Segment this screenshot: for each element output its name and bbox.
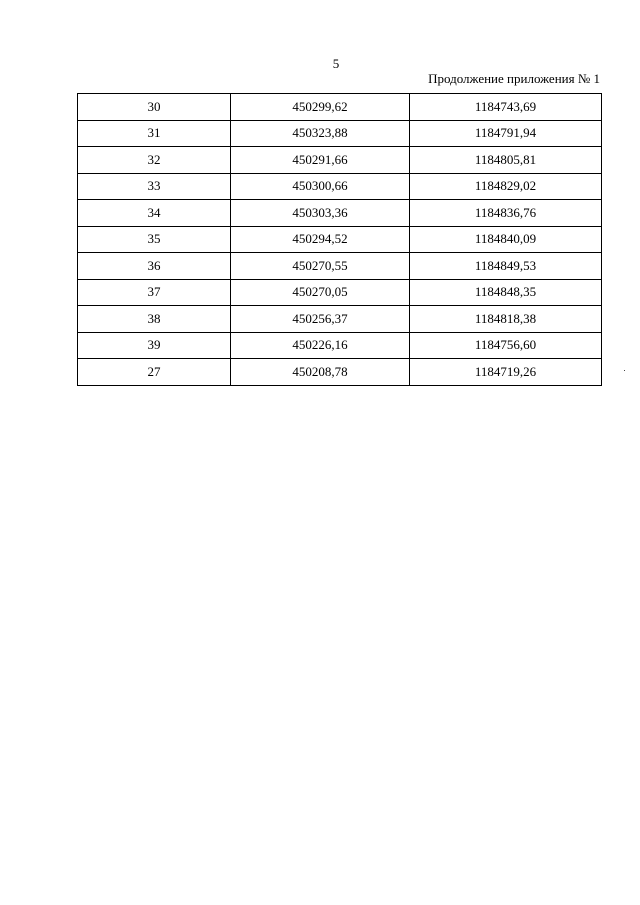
y-coordinate-cell: 1184805,81 [410,147,602,174]
y-coordinate-cell: 1184836,76 [410,200,602,227]
page-number: 5 [332,56,340,71]
x-coordinate-cell: 450256,37 [231,306,410,333]
point-number-cell: 34 [78,200,231,227]
point-number-cell: 30 [78,94,231,121]
point-number-cell: 33 [78,173,231,200]
table-row [78,332,602,359]
y-coordinate-cell: 1184719,26 [410,359,602,386]
x-coordinate-cell: 450323,88 [231,120,410,147]
point-number-cell: 27 [78,359,231,386]
point-number-cell: 38 [78,306,231,333]
table-row [78,94,602,121]
table-row [78,173,602,200]
x-coordinate-cell: 450303,36 [231,200,410,227]
x-coordinate-cell: 450291,66 [231,147,410,174]
table-row [78,200,602,227]
scan-speck [624,370,625,371]
x-coordinate-cell: 450270,05 [231,279,410,306]
y-coordinate-cell: 1184743,69 [410,94,602,121]
y-coordinate-cell: 1184848,35 [410,279,602,306]
table-row [78,226,602,253]
table-row [78,147,602,174]
y-coordinate-cell: 1184840,09 [410,226,602,253]
x-coordinate-cell: 450299,62 [231,94,410,121]
y-coordinate-cell: 1184791,94 [410,120,602,147]
y-coordinate-cell: 1184829,02 [410,173,602,200]
x-coordinate-cell: 450208,78 [231,359,410,386]
table-row [78,359,602,386]
point-number-cell: 31 [78,120,231,147]
x-coordinate-cell: 450294,52 [231,226,410,253]
point-number-cell: 36 [78,253,231,280]
point-number-cell: 32 [78,147,231,174]
table-row [78,120,602,147]
point-number-cell: 35 [78,226,231,253]
continuation-label: Продолжение приложения № 1 [428,71,600,86]
table-row [78,279,602,306]
y-coordinate-cell: 1184818,38 [410,306,602,333]
point-number-cell: 39 [78,332,231,359]
x-coordinate-cell: 450270,55 [231,253,410,280]
y-coordinate-cell: 1184849,53 [410,253,602,280]
table-row [78,306,602,333]
y-coordinate-cell: 1184756,60 [410,332,602,359]
table-row [78,253,602,280]
coordinates-table [77,93,602,386]
point-number-cell: 37 [78,279,231,306]
x-coordinate-cell: 450300,66 [231,173,410,200]
x-coordinate-cell: 450226,16 [231,332,410,359]
